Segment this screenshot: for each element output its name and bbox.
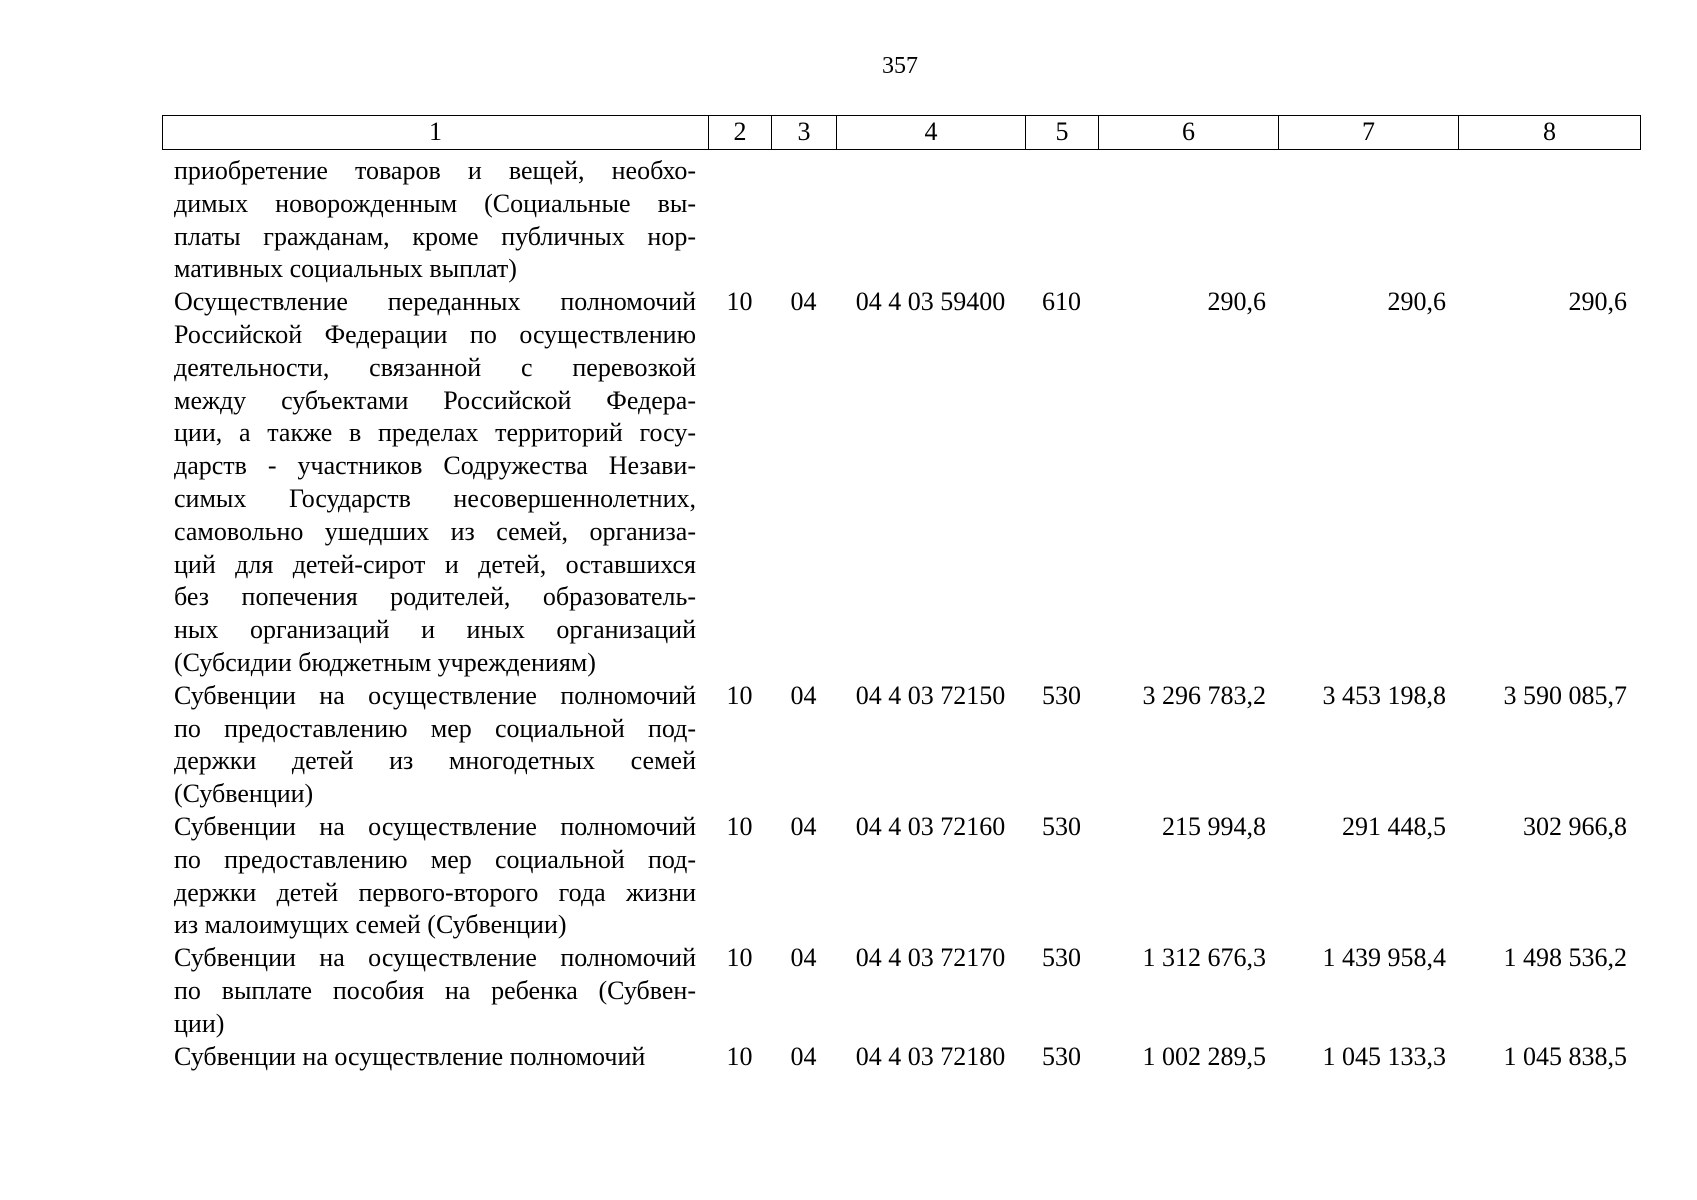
- table-row: [162, 811, 1639, 942]
- description-line: Субвенции на осуществление полномочий: [174, 811, 696, 841]
- header-cell-col-3: 3: [772, 116, 837, 149]
- header-cell-col-7: 7: [1279, 116, 1459, 149]
- header-cell-col-1: 1: [163, 116, 709, 149]
- subsection-code: 04: [790, 1041, 817, 1071]
- row-description: [162, 286, 708, 680]
- description-line: Субвенции на осуществление полномочий: [174, 1041, 646, 1071]
- table-row: [162, 286, 1639, 680]
- amount-col-7: 291 448,5: [1342, 811, 1446, 841]
- section-code: 10: [726, 943, 753, 973]
- row-description: [162, 680, 708, 811]
- page-number: 357: [882, 53, 918, 79]
- expense-type-code: 530: [1042, 811, 1081, 841]
- table-body: [162, 155, 1639, 1073]
- expense-type-code: 610: [1042, 287, 1081, 317]
- description-line: между субъектами Российской Федера-: [174, 385, 696, 415]
- row-description: [162, 942, 708, 1040]
- section-code: 10: [726, 287, 753, 317]
- row-description: [162, 1041, 708, 1074]
- amount-col-8: 290,6: [1568, 287, 1627, 317]
- header-cell-col-5: 5: [1026, 116, 1099, 149]
- table-row: [162, 680, 1639, 811]
- amount-col-6: 3 296 783,2: [1142, 680, 1266, 710]
- amount-col-7: 1 045 133,3: [1322, 1041, 1446, 1071]
- amount-col-8: 302 966,8: [1523, 811, 1627, 841]
- subsection-code: 04: [790, 680, 817, 710]
- row-description: [162, 811, 708, 942]
- description-line: мативных социальных выплат): [174, 254, 517, 284]
- description-line: самовольно ушедших из семей, организа-: [174, 516, 696, 546]
- description-line: по предоставлению мер социальной под-: [174, 713, 696, 743]
- expense-type-code: 530: [1042, 943, 1081, 973]
- description-line: Российской Федерации по осуществлению: [174, 319, 696, 349]
- header-cell-col-6: 6: [1099, 116, 1279, 149]
- section-code: 10: [726, 811, 753, 841]
- amount-col-7: 3 453 198,8: [1322, 680, 1446, 710]
- table-header: [162, 115, 1641, 150]
- amount-col-6: 1 002 289,5: [1142, 1041, 1266, 1071]
- table-row: [162, 942, 1639, 1040]
- description-line: приобретение товаров и вещей, необхо-: [174, 156, 696, 185]
- amount-col-6: 290,6: [1207, 287, 1266, 317]
- expense-type-code: 530: [1042, 680, 1081, 710]
- description-line: Субвенции на осуществление полномочий: [174, 680, 696, 710]
- table-row: [162, 155, 1639, 286]
- amount-col-6: 1 312 676,3: [1142, 943, 1266, 973]
- section-code: 10: [726, 1041, 753, 1071]
- target-article-code: 04 4 03 72160: [855, 811, 1006, 841]
- amount-col-7: 290,6: [1387, 287, 1446, 317]
- description-line: держки детей первого-второго года жизни: [174, 877, 696, 907]
- amount-col-6: 215 994,8: [1162, 811, 1266, 841]
- description-line: держки детей из многодетных семей: [174, 746, 696, 776]
- description-line: (Субсидии бюджетным учреждениям): [174, 647, 596, 677]
- amount-col-8: 1 498 536,2: [1503, 943, 1627, 973]
- description-line: по предоставлению мер социальной под-: [174, 844, 696, 874]
- description-line: деятельности, связанной с перевозкой: [174, 352, 696, 382]
- description-line: ции, а также в пределах территорий госу-: [174, 418, 696, 448]
- target-article-code: 04 4 03 72180: [855, 1041, 1006, 1071]
- subsection-code: 04: [790, 811, 817, 841]
- subsection-code: 04: [790, 943, 817, 973]
- target-article-code: 04 4 03 59400: [855, 287, 1006, 317]
- description-line: димых новорожденным (Социальные вы-: [174, 188, 696, 218]
- target-article-code: 04 4 03 72170: [855, 943, 1006, 973]
- amount-col-8: 3 590 085,7: [1503, 680, 1627, 710]
- header-cell-col-4: 4: [837, 116, 1026, 149]
- amount-col-7: 1 439 958,4: [1322, 943, 1446, 973]
- description-line: ных организаций и иных организаций: [174, 615, 696, 645]
- header-cell-col-8: 8: [1543, 117, 1556, 146]
- description-line: из малоимущих семей (Субвенции): [174, 910, 567, 940]
- description-line: Субвенции на осуществление полномочий: [174, 943, 696, 973]
- section-code: 10: [726, 680, 753, 710]
- description-line: ции): [174, 1008, 225, 1038]
- table-row: [162, 1041, 1639, 1074]
- description-line: платы гражданам, кроме публичных нор-: [174, 221, 696, 251]
- description-line: без попечения родителей, образователь-: [174, 582, 696, 612]
- description-line: дарств - участников Содружества Незави-: [174, 451, 696, 481]
- description-line: по выплате пособия на ребенка (Субвен-: [174, 975, 696, 1005]
- target-article-code: 04 4 03 72150: [855, 680, 1006, 710]
- description-line: симых Государств несовершеннолетних,: [174, 483, 696, 513]
- row-description: [162, 155, 708, 286]
- amount-col-8: 1 045 838,5: [1503, 1041, 1627, 1071]
- header-cell-col-2: 2: [709, 116, 772, 149]
- description-line: ций для детей-сирот и детей, оставшихся: [174, 549, 696, 579]
- expense-type-code: 530: [1042, 1041, 1081, 1071]
- description-line: Осуществление переданных полномочий: [174, 287, 696, 317]
- subsection-code: 04: [790, 287, 817, 317]
- description-line: (Субвенции): [174, 779, 314, 809]
